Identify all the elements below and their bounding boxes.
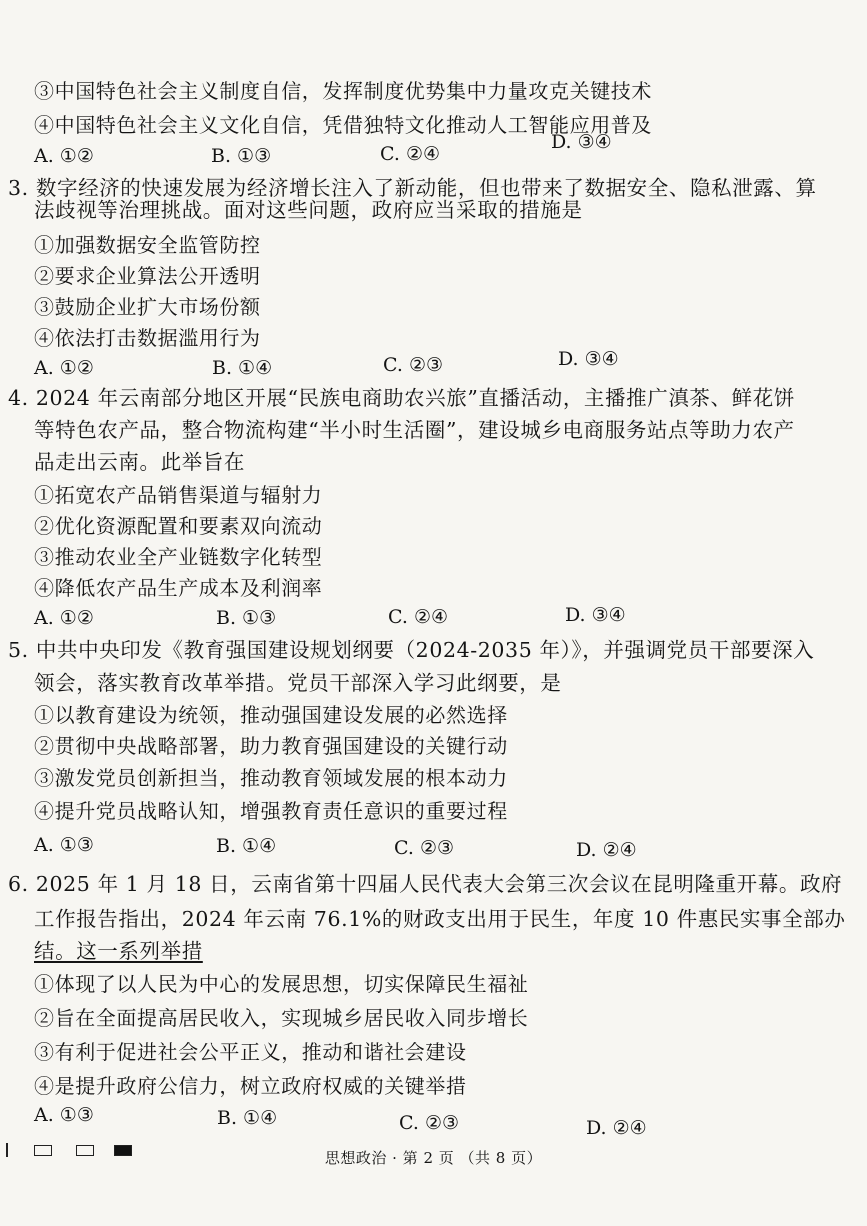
q5-option-d: D. ②④	[576, 839, 637, 861]
q6-option-d: D. ②④	[586, 1117, 647, 1139]
q4-item-3: ③推动农业全产业链数字化转型	[34, 545, 323, 569]
q6-option-b: B. ①④	[217, 1107, 278, 1129]
q5-item-2: ②贯彻中央战略部署，助力教育强国建设的关键行动	[34, 734, 508, 758]
q4-option-b: B. ①③	[216, 607, 277, 629]
q3-stem-line-2: 法歧视等治理挑战。面对这些问题，政府应当采取的措施是	[34, 198, 583, 222]
q2-item-3: ③中国特色社会主义制度自信，发挥制度优势集中力量攻克关键技术	[34, 79, 652, 103]
q3-item-2: ②要求企业算法公开透明	[34, 264, 261, 288]
q2-option-b: B. ①③	[211, 145, 272, 167]
q5-item-1: ①以教育建设为统领，推动强国建设发展的必然选择	[34, 703, 508, 727]
q5-option-a: A. ①③	[34, 834, 94, 856]
q3-option-b: B. ①④	[212, 357, 273, 379]
q4-option-d: D. ③④	[565, 604, 626, 626]
q6-stem-line-3: 结。这一系列举措	[34, 939, 203, 963]
q5-option-b: B. ①④	[216, 835, 277, 857]
q5-stem-line-1: 5. 中共中央印发《教育强国建设规划纲要（2024-2035 年）》，并强调党员干部要深入	[8, 638, 815, 662]
q3-option-a: A. ①②	[34, 357, 94, 379]
q3-option-d: D. ③④	[558, 348, 619, 370]
q4-item-1: ①拓宽农产品销售渠道与辐射力	[34, 483, 323, 507]
q2-item-4: ④中国特色社会主义文化自信，凭借独特文化推动人工智能应用普及	[34, 113, 652, 137]
q5-item-4: ④提升党员战略认知，增强教育责任意识的重要过程	[34, 799, 508, 823]
q3-option-c: C. ②③	[383, 354, 444, 376]
q2-option-c: C. ②④	[380, 143, 441, 165]
q6-option-c: C. ②③	[399, 1112, 460, 1134]
q6-stem-line-2: 工作报告指出，2024 年云南 76.1%的财政支出用于民生，年度 10 件惠民实事全部办	[34, 907, 846, 931]
q3-item-1: ①加强数据安全监管防控	[34, 233, 261, 257]
page-footer: 思想政治 · 第 2 页 （共 8 页）	[324, 1149, 543, 1167]
q4-option-a: A. ①②	[34, 607, 94, 629]
q6-item-1: ①体现了以人民为中心的发展思想，切实保障民生福祉	[34, 972, 529, 996]
q2-option-a: A. ①②	[34, 145, 94, 167]
q5-stem-line-2: 领会，落实教育改革举措。党员干部深入学习此纲要，是	[34, 671, 562, 695]
q3-item-4: ④依法打击数据滥用行为	[34, 326, 261, 350]
q4-option-c: C. ②④	[388, 606, 449, 628]
q6-item-2: ②旨在全面提高居民收入，实现城乡居民收入同步增长	[34, 1006, 529, 1030]
q5-item-3: ③激发党员创新担当，推动教育领域发展的根本动力	[34, 766, 508, 790]
q3-stem-line-1: 3. 数字经济的快速发展为经济增长注入了新动能，但也带来了数据安全、隐私泄露、算	[8, 176, 817, 200]
q4-stem-line-3: 品走出云南。此举旨在	[34, 450, 245, 474]
q5-option-c: C. ②③	[394, 837, 455, 859]
q4-item-4: ④降低农产品生产成本及利润率	[34, 576, 323, 600]
q3-item-3: ③鼓励企业扩大市场份额	[34, 295, 261, 319]
q4-stem-line-2: 等特色农产品，整合物流构建“半小时生活圈”，建设城乡电商服务站点等助力农产	[34, 418, 795, 442]
q4-item-2: ②优化资源配置和要素双向流动	[34, 514, 323, 538]
q6-item-3: ③有利于促进社会公平正义，推动和谐社会建设	[34, 1040, 467, 1064]
q6-stem-line-1: 6. 2025 年 1 月 18 日，云南省第十四届人民代表大会第三次会议在昆明隆重开幕。政府	[8, 872, 843, 896]
q6-item-4: ④是提升政府公信力，树立政府权威的关键举措	[34, 1074, 467, 1098]
q4-stem-line-1: 4. 2024 年云南部分地区开展“民族电商助农兴旅”直播活动，主播推广滇茶、鲜花饼	[8, 386, 795, 410]
q2-option-d: D. ③④	[551, 131, 612, 153]
q6-option-a: A. ①③	[34, 1104, 94, 1126]
